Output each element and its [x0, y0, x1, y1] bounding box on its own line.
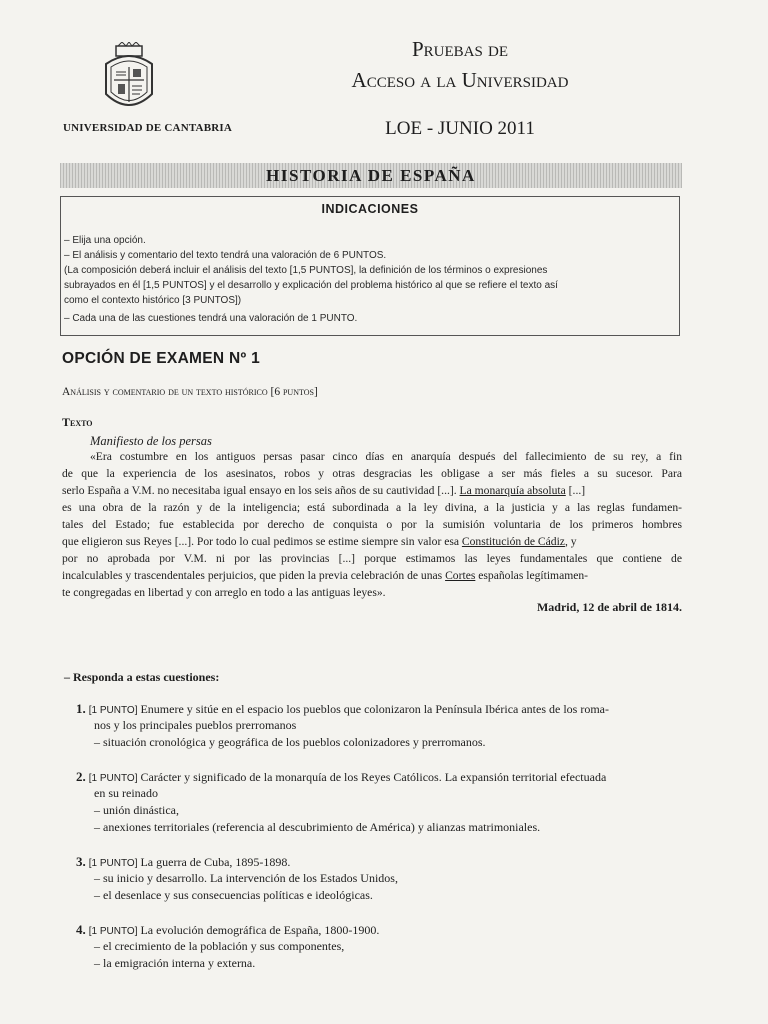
text-line: [62, 466, 682, 483]
question-points: [1 PUNTO]: [88, 705, 138, 716]
option-title: OPCIÓN DE EXAMEN Nº 1: [62, 350, 260, 367]
question-line: en su reinado: [94, 786, 158, 800]
text-line-content: serlo España a V.M. no necesitaba igual ensayo en los seis años de su cautividad [...].: [62, 484, 460, 497]
university-name: UNIVERSIDAD DE CANTABRIA: [63, 122, 233, 134]
exam-title-line2: Acceso a la Universidad: [351, 68, 569, 92]
text-line-content: por no aprobada por V.M. ni por las provincias [...] porque estimamos las leyes fundamentales que contiene de: [62, 552, 682, 565]
underlined-term: Cortes: [445, 569, 476, 582]
text-line-content: te congregadas en libertad y con arreglo en todo a las antiguas leyes».: [62, 586, 386, 599]
question-text: La guerra de Cuba, 1895-1898.: [140, 855, 291, 869]
question-number: 4.: [76, 922, 86, 937]
subject-title-bar: [60, 163, 682, 188]
text-line: [62, 568, 682, 585]
instruction-line: como el contexto histórico [3 PUNTOS]): [64, 295, 242, 306]
exam-session: LOE - JUNIO 2011: [385, 118, 535, 139]
text-line-content: [...]: [565, 484, 586, 497]
question-number: 1.: [76, 701, 86, 716]
text-date: Madrid, 12 de abril de 1814.: [536, 600, 682, 614]
question-points: [1 PUNTO]: [88, 858, 138, 869]
text-line: [90, 449, 682, 466]
question-text: Carácter y significado de la monarquía de los Reyes Católicos. La expansión territorial efectuada: [140, 770, 607, 784]
instruction-line: subrayados en él [1,5 PUNTOS] y el desarrollo y explicación del problema histórico al que se refiere el texto así: [64, 280, 558, 291]
text-line: [62, 517, 682, 534]
question-line: – el desenlace y sus consecuencias políticas e ideológicas.: [94, 888, 373, 902]
question-number: 3.: [76, 854, 86, 869]
text-line-content: incalculables y trascendentales perjuicios, que piden la previa celebración de unas: [62, 569, 446, 582]
question-line: – la emigración interna y externa.: [94, 956, 256, 970]
instruction-line: – Elija una opción.: [64, 235, 146, 246]
instruction-line: (La composición deberá incluir el análisis del texto [1,5 PUNTOS], la definición de los términos o expresiones: [64, 265, 548, 276]
instruction-line: – El análisis y comentario del texto tendrá una valoración de 6 PUNTOS.: [64, 250, 387, 261]
question-text: La evolución demográfica de España, 1800-1900.: [140, 923, 380, 937]
text-line: [62, 500, 682, 517]
text-line: [62, 551, 682, 568]
university-crest-logo: [100, 42, 158, 118]
questions-intro: – Responda a estas cuestiones:: [64, 670, 220, 684]
text-label: Texto: [62, 415, 93, 429]
question-line: nos y los principales pueblos prerromanos: [94, 718, 297, 732]
question-points: [1 PUNTO]: [88, 773, 138, 784]
instruction-line: – Cada una de las cuestiones tendrá una valoración de 1 PUNTO.: [64, 313, 358, 324]
question-text: Enumere y sitúe en el espacio los pueblos que colonizaron la Península Ibérica antes de los roma-: [140, 702, 609, 716]
text-line-content: que eligieron sus Reyes [...]. Por todo lo cual pedimos se estime siempre sin valor esa: [62, 535, 462, 548]
exam-title-line1: Pruebas de: [411, 37, 509, 61]
question-points: [1 PUNTO]: [88, 926, 138, 937]
text-line-content: es una obra de la razón y de la inteligencia; está subordinada a la ley divina, a la justicia y a las reglas fundamen-: [62, 501, 682, 514]
text-line: [62, 483, 682, 500]
question-line: – unión dinástica,: [94, 803, 179, 817]
question-line: – anexiones territoriales (referencia al descubrimiento de América) y alianzas matrimoniales.: [94, 820, 541, 834]
text-line-content: , y: [564, 535, 577, 548]
question-line: – el crecimiento de la población y sus componentes,: [94, 939, 345, 953]
underlined-term: Constitución de Cádiz: [461, 535, 565, 548]
subject-title: HISTORIA DE ESPAÑA: [266, 166, 476, 185]
underlined-term: La monarquía absoluta: [459, 484, 566, 497]
instructions-title: INDICACIONES: [321, 202, 419, 216]
text-line: [62, 534, 682, 551]
text-line-content: de que la experiencia de los asesinatos, robos y otras desgracias les obligase a ser más fieles a su sucesor. Para: [62, 467, 682, 480]
text-line-content: españolas legítimamen-: [475, 569, 589, 582]
question-number: 2.: [76, 769, 86, 784]
text-line-content: tales del Estado; fue establecida por derecho de conquista o por la sumisión voluntaria de los primeros hombres: [62, 518, 682, 531]
text-title: Manifiesto de los persas: [90, 434, 212, 448]
question-line: – situación cronológica y geográfica de los pueblos colonizadores y prerromanos.: [94, 735, 486, 749]
instructions-box: [60, 196, 680, 336]
text-line-content: «Era costumbre en los antiguos persas pasar cinco días en anarquía después del fallecimiento de su rey, a fin: [90, 450, 682, 463]
analysis-heading: Análisis y comentario de un texto histórico [6 puntos]: [62, 386, 318, 398]
question-line: – su inicio y desarrollo. La intervención de los Estados Unidos,: [94, 871, 398, 885]
